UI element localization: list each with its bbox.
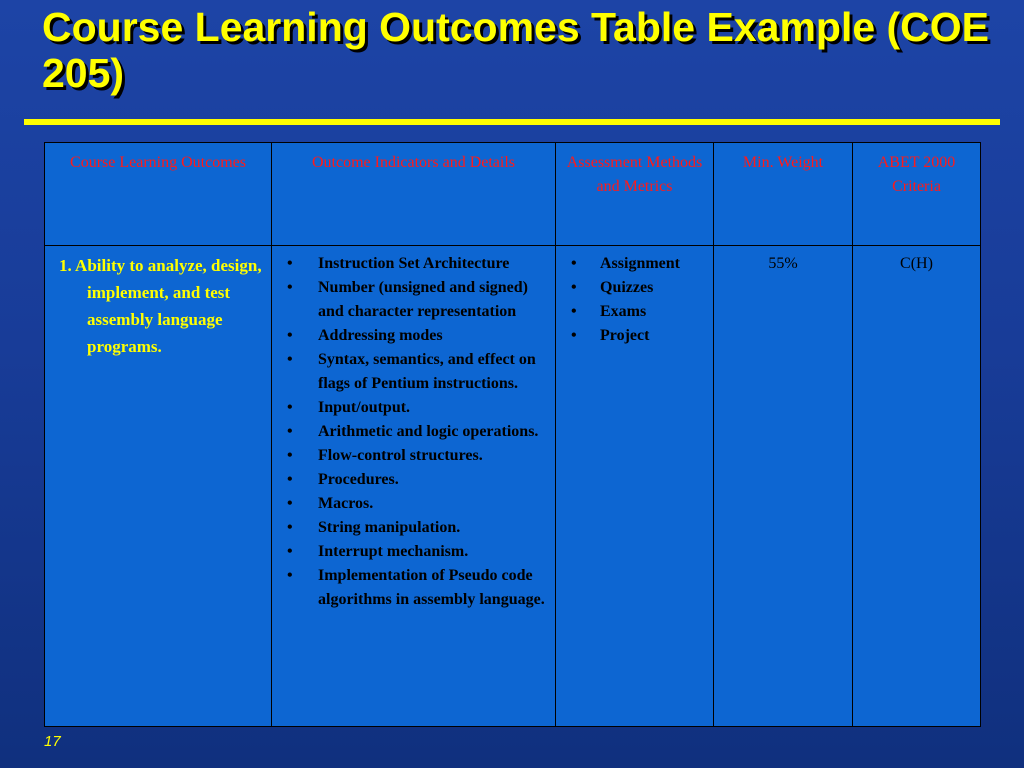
list-item: • Syntax, semantics, and effect on flags of Pentium instructions. — [278, 348, 549, 396]
table-row — [45, 246, 981, 727]
header-abet-criteria: ABET 2000 Criteria — [853, 143, 981, 246]
assessment-cell — [556, 246, 714, 727]
list-item: • Quizzes — [562, 276, 707, 300]
list-item: • Procedures. — [278, 468, 549, 492]
header-course-learning-outcomes: Course Learning Outcomes — [45, 143, 272, 246]
assessment-list — [562, 252, 707, 348]
list-item: • Addressing modes — [278, 324, 549, 348]
table-header-row — [45, 143, 981, 246]
header-min-weight: Min. Weight — [714, 143, 853, 246]
slide-title: Course Learning Outcomes Table Example (COE 205) — [42, 4, 990, 96]
abet-criteria-value: C(H) — [900, 255, 933, 272]
list-item: • Input/output. — [278, 396, 549, 420]
list-item: • Arithmetic and logic operations. — [278, 420, 549, 444]
indicators-list — [278, 252, 549, 612]
list-item: • Project — [562, 324, 707, 348]
list-item: • Assignment — [562, 252, 707, 276]
min-weight-value: 55% — [768, 255, 798, 272]
list-item: • Instruction Set Architecture — [278, 252, 549, 276]
outcomes-table — [44, 142, 981, 727]
min-weight-cell — [714, 246, 853, 727]
list-item: • Exams — [562, 300, 707, 324]
list-item: • Implementation of Pseudo code algorithms in assembly language. — [278, 564, 549, 612]
header-assessment-methods: Assessment Methods and Metrics — [556, 143, 714, 246]
title-divider — [24, 119, 1000, 125]
list-item: • Macros. — [278, 492, 549, 516]
outcome-text: 1. Ability to analyze, design, implement, and test assembly language programs. — [59, 256, 262, 356]
list-item: • Flow-control structures. — [278, 444, 549, 468]
outcome-cell — [45, 246, 272, 727]
abet-criteria-cell — [853, 246, 981, 727]
indicators-cell — [272, 246, 556, 727]
page-number: 17 — [44, 733, 61, 750]
header-outcome-indicators: Outcome Indicators and Details — [272, 143, 556, 246]
list-item: • Number (unsigned and signed) and character representation — [278, 276, 549, 324]
list-item: • String manipulation. — [278, 516, 549, 540]
list-item: • Interrupt mechanism. — [278, 540, 549, 564]
